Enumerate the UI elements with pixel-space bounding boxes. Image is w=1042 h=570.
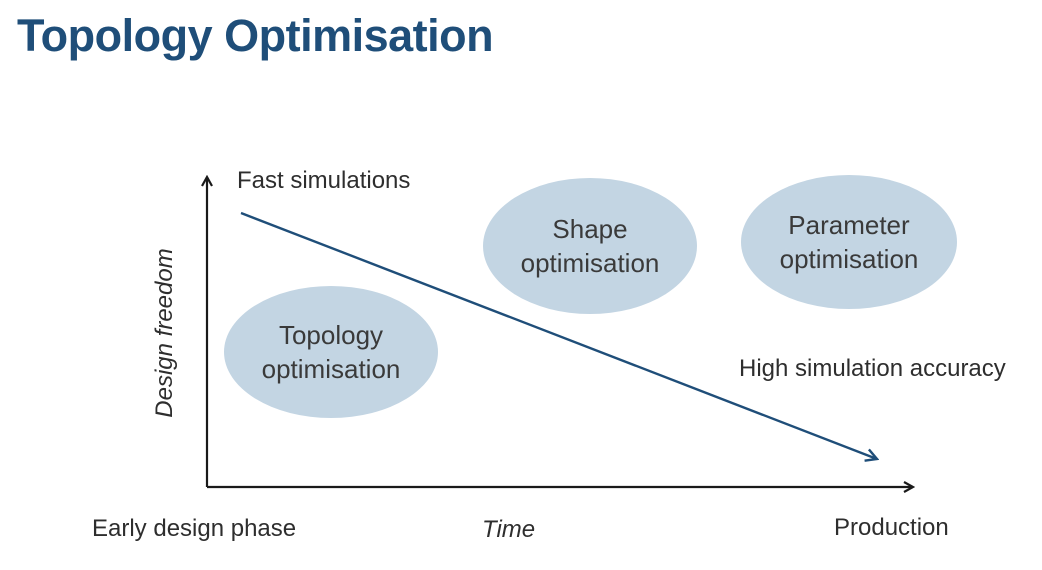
shape-optimisation-label: Shape optimisation <box>520 214 660 278</box>
parameter-optimisation-ellipse <box>741 175 957 309</box>
topology-optimisation-label: Topology optimisation <box>261 320 401 384</box>
fast-simulations-label: Fast simulations <box>237 167 411 194</box>
parameter-optimisation-label: Parameter optimisation <box>779 210 919 274</box>
slide-title: Topology Optimisation <box>17 10 494 61</box>
x-axis-end-label: Production <box>834 514 949 541</box>
topology-optimisation-ellipse <box>224 286 438 418</box>
x-axis-label: Time <box>482 516 536 543</box>
shape-optimisation-ellipse <box>483 178 697 314</box>
x-axis-start-label: Early design phase <box>92 515 297 542</box>
y-axis-label: Design freedom <box>151 248 178 418</box>
high-simulation-accuracy-label: High simulation accuracy <box>739 355 1006 382</box>
